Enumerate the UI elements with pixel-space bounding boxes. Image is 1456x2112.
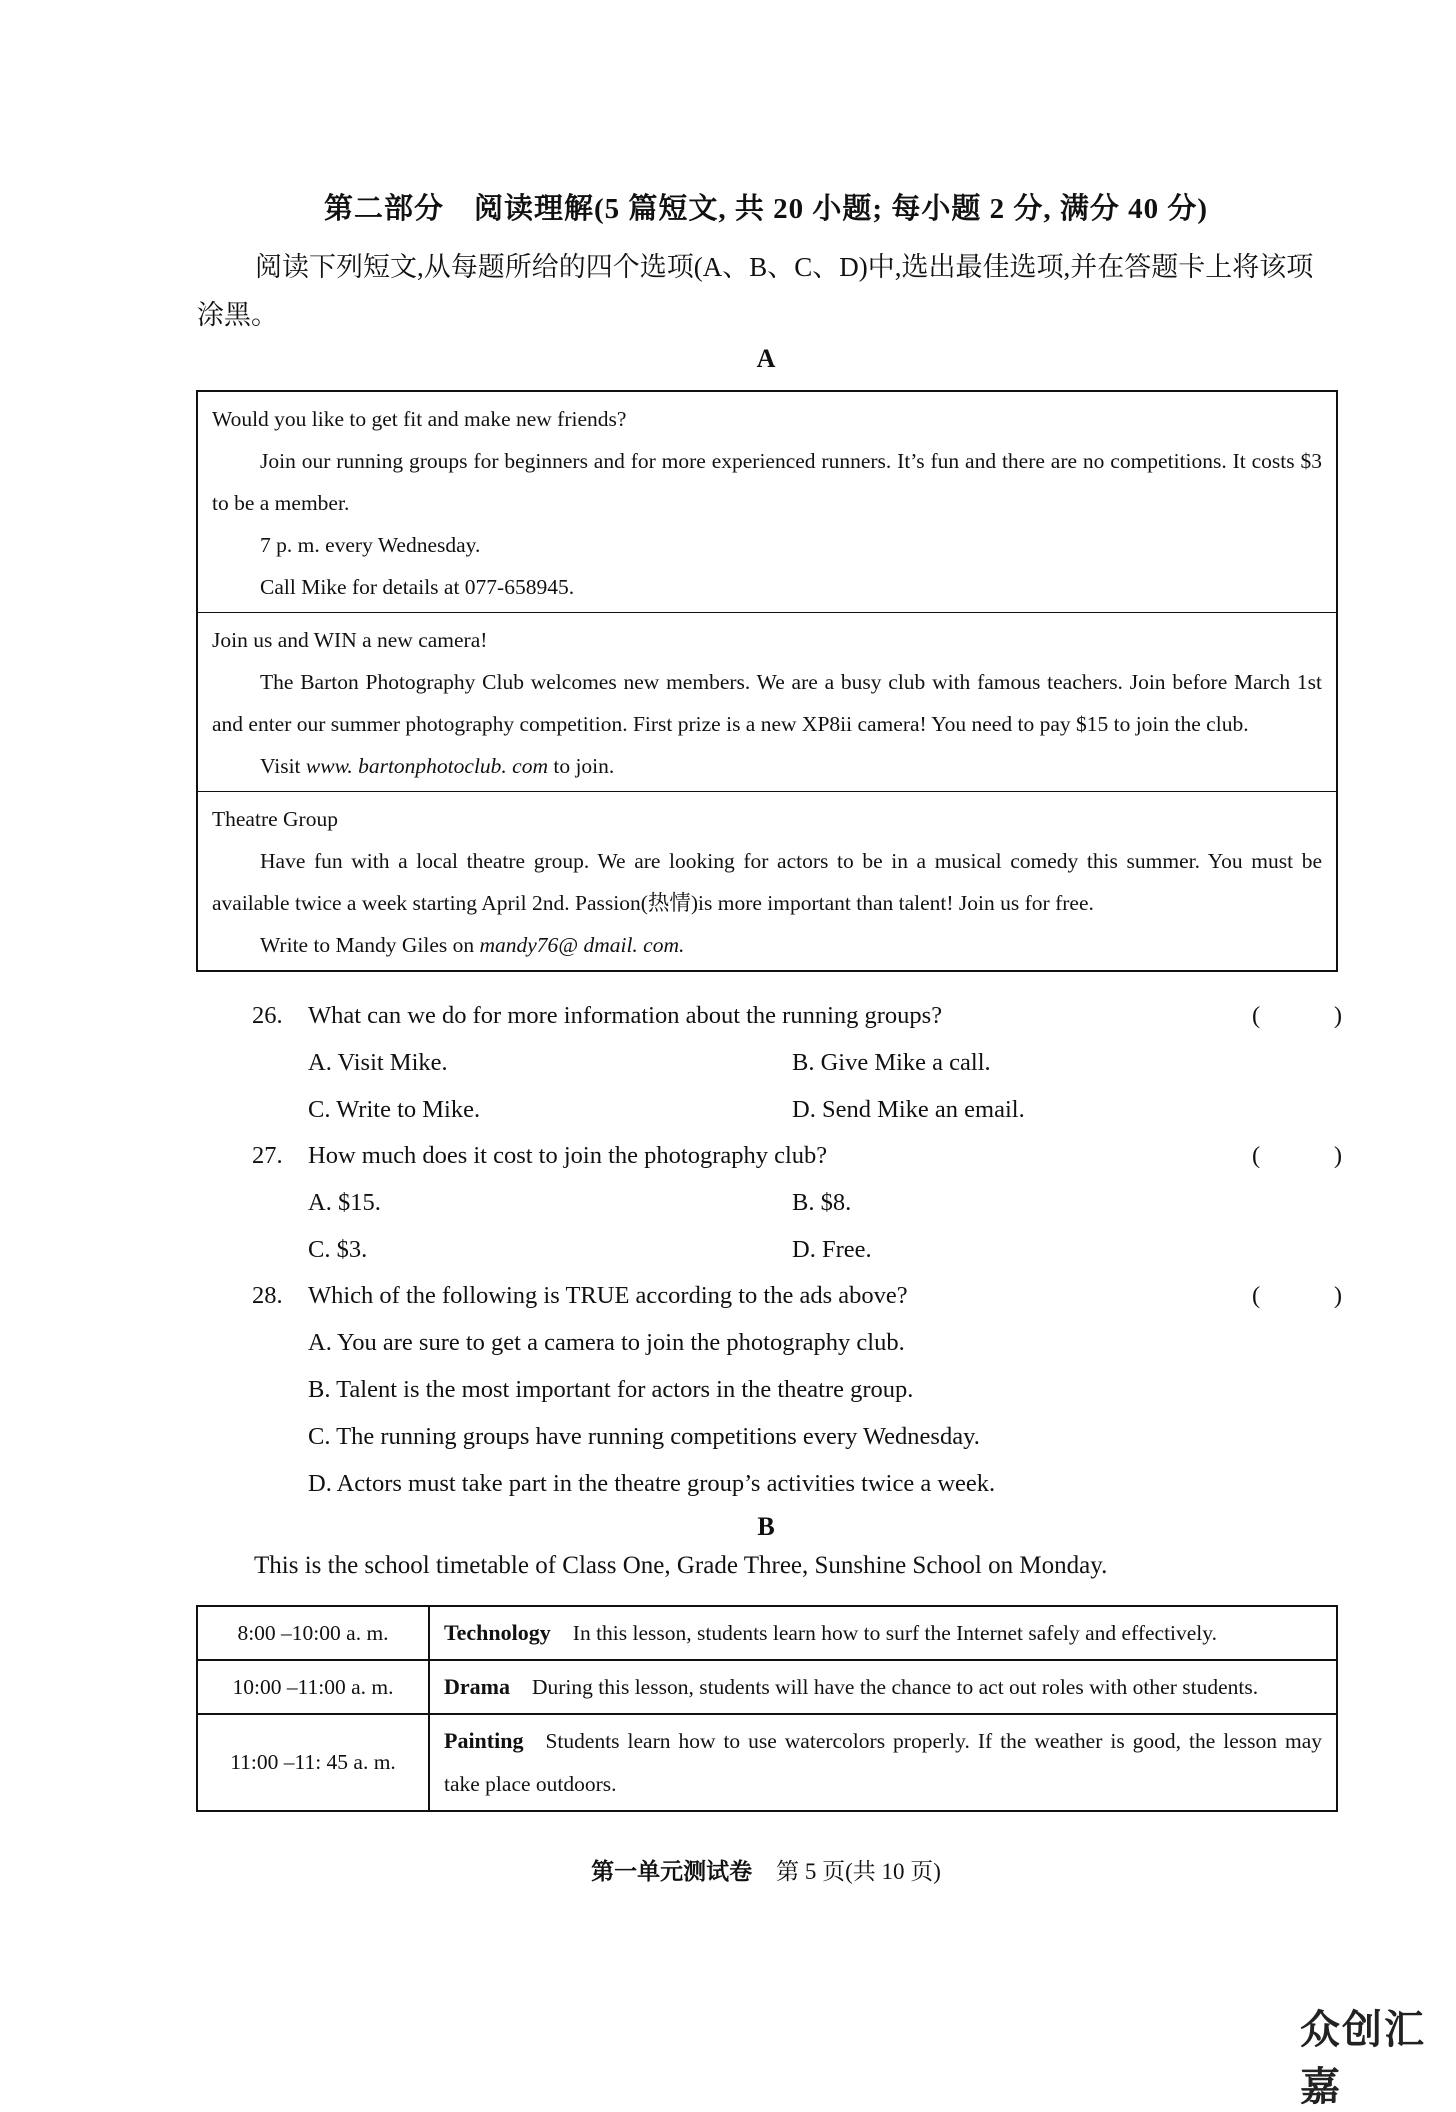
instructions: 阅读下列短文,从每题所给的四个选项(A、B、C、D)中,选出最佳选项,并在答题卡上将该项涂黑。 [197,252,1314,330]
ad-body: Join our running groups for beginners and for more experienced runners. It’s fun and there are no competitions. It costs $3 to be a member. [212,449,1322,515]
answer-parens[interactable]: ( ) [1252,1282,1342,1309]
lesson-cell [429,1714,1337,1811]
ad-running [198,392,1336,613]
option-a[interactable]: A. $15. [308,1189,381,1216]
page-footer [0,1853,1456,1886]
time-cell: 8:00 –10:00 a. m. [197,1606,429,1660]
option-b[interactable]: B. Talent is the most important for actors in the theatre group. [308,1376,914,1403]
question-27 [252,1132,1342,1273]
lesson-cell [429,1660,1337,1714]
lesson-cell [429,1606,1337,1660]
ad-contact: Call Mike for details at 077-658945. [260,575,575,599]
option-b[interactable]: B. Give Mike a call. [792,1049,991,1076]
passage-a-letter: A [756,344,776,373]
ad-photography [198,613,1336,792]
table-row [197,1606,1337,1660]
contact-email: mandy76@ dmail. com. [479,933,685,957]
passage-b-letter: B [757,1512,775,1541]
option-d[interactable]: D. Actors must take part in the theatre group’s activities twice a week. [308,1470,996,1497]
option-c[interactable]: C. The running groups have running competitions every Wednesday. [308,1423,980,1450]
question-number: 27. [252,1142,283,1169]
question-28 [252,1272,1342,1507]
option-d[interactable]: D. Free. [792,1236,872,1263]
subject-name: Painting [444,1728,524,1753]
option-a[interactable]: A. You are sure to get a camera to join the photography club. [308,1329,905,1356]
subject-name: Drama [444,1674,510,1699]
section-title: 第二部分 阅读理解(5 篇短文, 共 20 小题; 每小题 2 分, 满分 40 分) [324,193,1208,225]
ad-headline: Theatre Group [212,807,338,831]
lesson-desc: During this lesson, students will have the chance to act out roles with other students. [531,1675,1259,1699]
ad-contact-suffix: to join. [547,754,615,778]
option-d[interactable]: D. Send Mike an email. [792,1096,1025,1123]
answer-parens[interactable]: ( ) [1252,1002,1342,1029]
question-number: 28. [252,1282,283,1309]
time-cell: 10:00 –11:00 a. m. [197,1660,429,1714]
time-cell: 11:00 –11: 45 a. m. [197,1714,429,1811]
ad-contact [212,924,1322,966]
question-text: What can we do for more information about the running groups? [308,1002,943,1029]
ads-box [196,390,1338,972]
timetable [196,1605,1338,1812]
table-row [197,1660,1337,1714]
watermark-logo: 众创汇嘉 [1300,2007,1426,2110]
lesson-desc: In this lesson, students learn how to surf the Internet safely and effectively. [572,1621,1218,1645]
club-website: www. bartonphotoclub. com [305,754,548,778]
ad-theatre [198,792,1336,970]
lesson-desc: Students learn how to use watercolors properly. If the weather is good, the lesson may take place outdoors. [444,1729,1322,1796]
question-text: How much does it cost to join the photography club? [308,1142,828,1169]
footer-title: 第一单元测试卷 [591,1859,753,1884]
ad-contact-prefix: Write to Mandy Giles on [260,933,480,957]
option-c[interactable]: C. Write to Mike. [308,1096,481,1123]
subject-name: Technology [444,1620,551,1645]
ad-headline: Would you like to get fit and make new friends? [212,407,627,431]
ad-contact [212,745,1322,787]
option-b[interactable]: B. $8. [792,1189,852,1216]
ad-headline: Join us and WIN a new camera! [212,628,488,652]
passage-b-intro: This is the school timetable of Class One, Grade Three, Sunshine School on Monday. [254,1552,1108,1579]
ad-body: Have fun with a local theatre group. We are looking for actors to be in a musical comedy this summer. You must be available twice a week starting April 2nd. Passion(热情)is more important than talent! Join us for free. [212,849,1322,915]
ad-contact-prefix: Visit [260,754,306,778]
question-26 [252,992,1342,1133]
option-c[interactable]: C. $3. [308,1236,368,1263]
question-number: 26. [252,1002,283,1029]
page-number: 第 5 页(共 10 页) [776,1859,941,1884]
answer-parens[interactable]: ( ) [1252,1142,1342,1169]
option-a[interactable]: A. Visit Mike. [308,1049,448,1076]
ad-time: 7 p. m. every Wednesday. [260,533,481,557]
question-text: Which of the following is TRUE according to the ads above? [308,1282,908,1309]
ad-body: The Barton Photography Club welcomes new members. We are a busy club with famous teachers. Join before March 1st and enter our summer photography competition. First prize is a new XP8ii camera! You need to pay $15 to join the club. [212,670,1322,736]
table-row [197,1714,1337,1811]
